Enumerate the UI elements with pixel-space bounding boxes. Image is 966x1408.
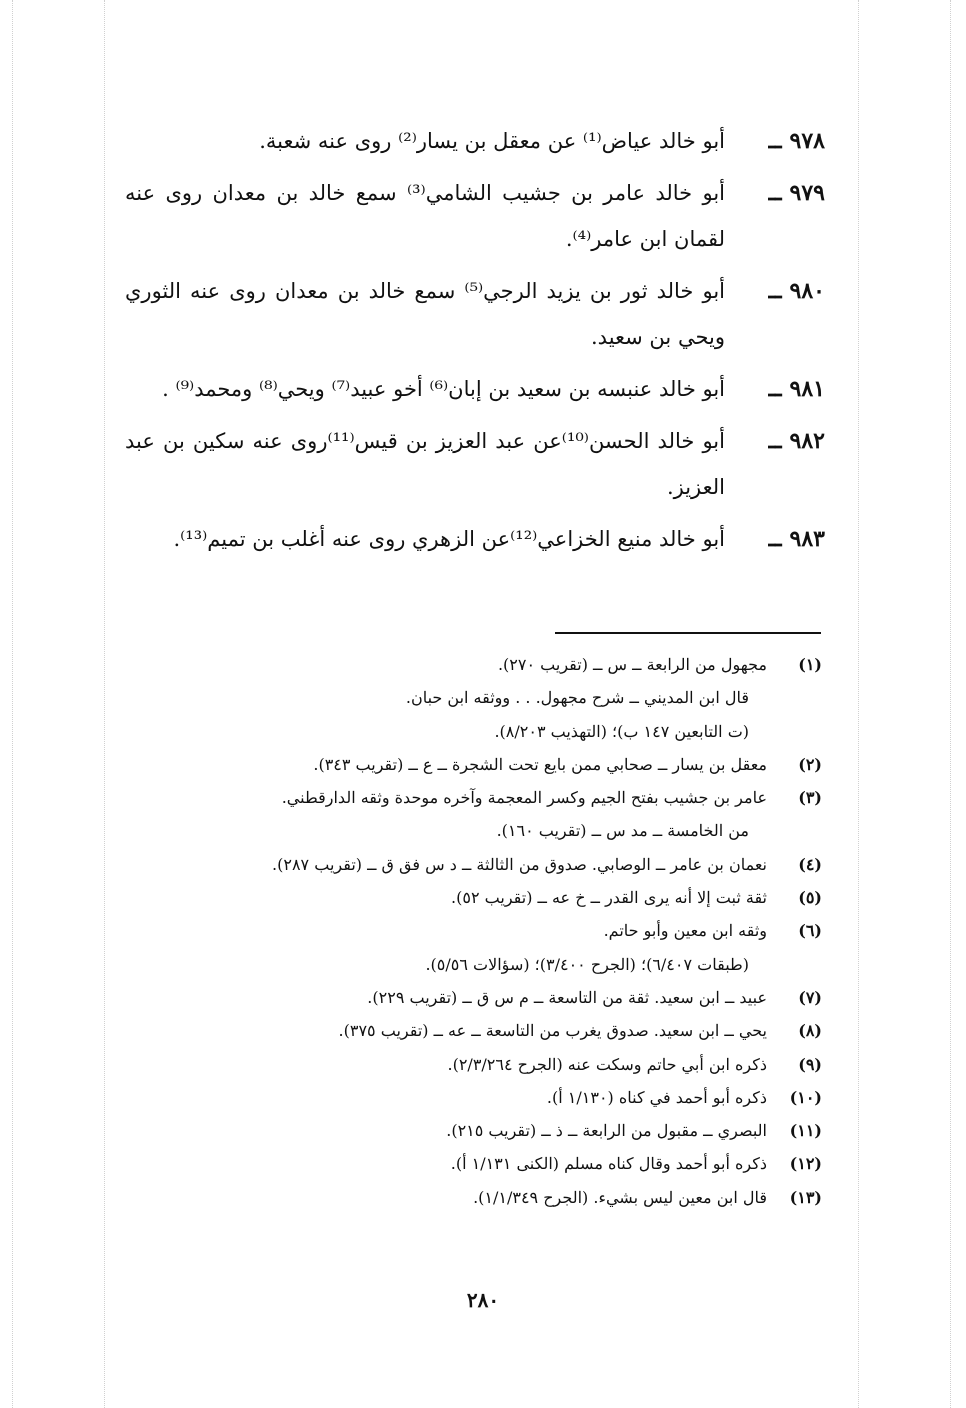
entry-number-value: ٩٨١ [789, 376, 825, 402]
footnotes-list [210, 648, 822, 1214]
footnote [210, 748, 822, 781]
entry-number [769, 170, 825, 216]
footnote [210, 781, 822, 848]
entry [125, 366, 825, 412]
page-number: ٢٨٠ [466, 1288, 500, 1312]
entry-number [769, 418, 825, 464]
entry-number [769, 366, 825, 412]
footnote-text: (طبقات ٦/٤٠٧)؛ (الجرح ٣/٤٠٠)؛ (سؤالات ٥/٥٦). [425, 954, 749, 974]
scan-guide-line [950, 0, 951, 1408]
entry-dash: ــ [768, 278, 782, 304]
footnote [210, 1081, 822, 1114]
entry-dash: ــ [768, 376, 782, 402]
footnote [210, 1114, 822, 1147]
footnote-text: عبيد ــ ابن سعيد. ثقة من التاسعة ــ م س ق ــ (تقريب ٢٢٩). [367, 987, 767, 1007]
footnote [210, 981, 822, 1014]
footnote-number: (٧) [798, 987, 822, 1007]
footnote [210, 1147, 822, 1180]
entry-number [769, 268, 825, 314]
footnote-number: (١٣) [789, 1187, 822, 1207]
footnote [210, 881, 822, 914]
entry-text: أبو خالد عنبسه بن سعيد بن إبان⁽⁶⁾ أخو عبيد⁽⁷⁾ ويحي⁽⁸⁾ ومحمد⁽⁹⁾ . [162, 377, 725, 401]
footnote-text: (ت التابعين ١٤٧ ب)؛ (التهذيب ٨/٢٠٣). [494, 721, 749, 741]
footnote-text: عامر بن جشيب بفتح الجيم وكسر المعجمة وآخره موحدة وثقه الدارقطني. [281, 788, 767, 808]
footnote-number: (٢) [798, 754, 822, 774]
footnote-separator [555, 632, 821, 634]
footnote-text: ذكره أبو أحمد وقال كناه مسلم (الكنى ١/١٣١ أ). [450, 1154, 767, 1174]
footnote [210, 914, 822, 981]
footnote-text: معقل بن يسار ــ صحابي ممن بايع تحت الشجرة ــ ع ــ (تقريب ٣٤٣). [313, 754, 767, 774]
footnote-text: قال ابن المديني ــ شرح مجهول. . . ووثقه ابن حبان. [405, 688, 749, 708]
entry-text: أبو خالد عياض⁽¹⁾ عن معقل بن يسار⁽²⁾ روى عنه شعبة. [259, 129, 725, 153]
footnote-text: ثقة ثبت إلا أنه يرى القدر ــ خ عه ــ (تقريب ٥٢). [451, 888, 767, 908]
footnote-text: ذكره ابن أبي حاتم وسكت عنه (الجرح ٢/٣/٢٦٤). [447, 1054, 767, 1074]
footnote-number: (١) [798, 655, 822, 674]
entry-number-value: ٩٧٩ [789, 180, 825, 206]
entry [125, 418, 825, 510]
entries-list [125, 118, 825, 568]
entry-dash: ــ [768, 428, 782, 454]
footnote-text: يحي ــ ابن سعيد. صدوق يغرب من التاسعة ــ عه ــ (تقريب ٣٧٥). [338, 1021, 767, 1041]
entry-number-value: ٩٨٣ [789, 526, 825, 552]
footnote-text: من الخامسة ــ مد س ــ (تقريب ١٦٠). [496, 821, 749, 841]
footnote-text: البصري ــ مقبول من الرابعة ــ ذ ــ (تقريب ٢١٥). [446, 1121, 767, 1141]
entry [125, 516, 825, 562]
entry-number [769, 516, 825, 562]
footnote-number: (١٠) [789, 1087, 822, 1107]
entry-number-value: ٩٨٠ [789, 278, 825, 304]
entry-text: أبو خالد الحسن⁽¹⁰⁾عن عبد العزيز بن قيس⁽¹¹⁾روى عنه سكين بن عبد العزيز. [125, 429, 725, 499]
footnote-number: (١٢) [789, 1154, 822, 1174]
entry [125, 170, 825, 262]
footnote-text: مجهول من الرابعة ــ س ــ (تقريب ٢٧٠). [497, 655, 767, 674]
scan-guide-line [104, 0, 105, 1408]
footnote-text: وثقه ابن معين وأبو حاتم. [603, 921, 767, 941]
entry-text: أبو خالد عامر بن جشيب الشامي⁽³⁾ سمع خالد بن معدان روى عنه لقمان ابن عامر⁽⁴⁾. [125, 181, 726, 251]
footnote-text: ذكره أبو أحمد في كناه (١/١٣٠ أ). [546, 1087, 767, 1107]
footnote [210, 1181, 822, 1214]
footnote-number: (٩) [798, 1054, 822, 1074]
entry-dash: ــ [768, 180, 782, 206]
entry [125, 118, 825, 164]
entry-dash: ــ [768, 128, 782, 154]
footnote-number: (١١) [789, 1121, 822, 1141]
entry-number-value: ٩٧٨ [789, 128, 825, 154]
footnote-number: (٤) [798, 854, 822, 874]
footnote-number: (٨) [798, 1021, 822, 1041]
entry [125, 268, 825, 360]
entry-number [769, 118, 825, 164]
entry-dash: ــ [768, 526, 782, 552]
footnote-number: (٥) [798, 888, 822, 908]
scan-guide-line [12, 0, 13, 1408]
entry-text: أبو خالد ثور بن يزيد الرجي⁽⁵⁾ سمع خالد بن معدان روى عنه الثوري ويحي بن سعيد. [125, 279, 725, 349]
footnote [210, 648, 822, 748]
footnote [210, 1048, 822, 1081]
entry-text: أبو خالد منيع الخزاعي⁽¹²⁾عن الزهري روى عنه أغلب بن تميم⁽¹³⁾. [173, 527, 725, 551]
footnote-text: قال ابن معين ليس بشيء. (الجرح ١/١/٣٤٩). [473, 1187, 767, 1207]
footnote-text: نعمان بن عامر ــ الوصابي. صدوق من الثالثة ــ د س فق ق ــ (تقريب ٢٨٧). [272, 854, 767, 874]
footnote [210, 1014, 822, 1047]
entry-number-value: ٩٨٢ [789, 428, 825, 454]
footnote [210, 848, 822, 881]
scan-guide-line [858, 0, 859, 1408]
footnote-number: (٣) [798, 788, 822, 808]
footnote-number: (٦) [798, 921, 822, 941]
